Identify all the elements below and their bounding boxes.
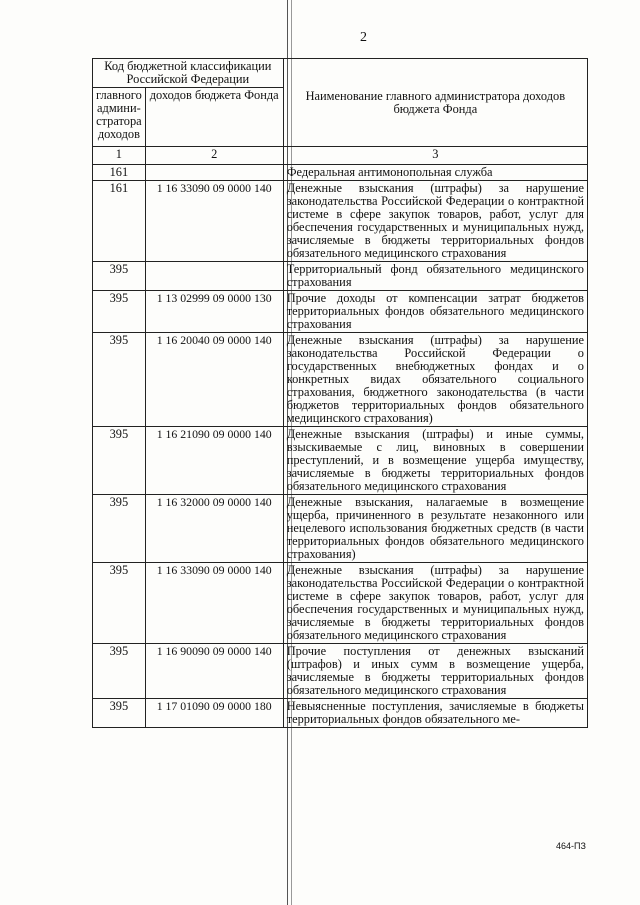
table-row [93,495,588,563]
header-admin-code: главного админи-стратора доходов [93,88,146,147]
admin-code-cell: 395 [93,495,146,563]
header-code-group: Код бюджетной классификации Российской Федерации [93,59,284,88]
admin-code-cell: 161 [93,165,146,181]
admin-code-cell: 395 [93,333,146,427]
admin-code-cell: 395 [93,291,146,333]
header-income-code: доходов бюджета Фонда [145,88,283,147]
income-name-cell: Прочие поступления от денежных взысканий (штрафов) и иных сумм в возмещение ущерба, зачисляемые в бюджеты территориальных фондов обязательного медицинского страхования [283,644,587,699]
income-name-cell: Прочие доходы от компенсации затрат бюджетов территориальных фондов обязательного медицинского страхования [283,291,587,333]
document-stamp: 464-ПЗ [556,841,586,851]
income-code-cell: 1 16 32000 09 0000 140 [145,495,283,563]
income-code-cell: 1 16 33090 09 0000 140 [145,563,283,644]
income-name-cell: Территориальный фонд обязательного медицинского страхования [283,262,587,291]
income-code-cell: 1 16 90090 09 0000 140 [145,644,283,699]
income-code-cell: 1 16 21090 09 0000 140 [145,427,283,495]
table-row [93,644,588,699]
table-row [93,699,588,728]
table-row [93,427,588,495]
income-code-cell [145,165,283,181]
table-row [93,262,588,291]
page-number: 2 [360,30,367,45]
income-name-cell: Денежные взыскания (штрафы) за нарушение законодательства Российской Федерации о контрактной системе в сфере закупок товаров, работ, услуг для обеспечения государственных и муниципальных нужд, зачисляемые в бюджеты территориальных фондов обязательного медицинского страхования [283,181,587,262]
income-code-cell: 1 16 33090 09 0000 140 [145,181,283,262]
header-admin-name: Наименование главного администратора доходов бюджета Фонда [283,59,587,147]
admin-code-cell: 395 [93,427,146,495]
income-name-cell: Денежные взыскания (штрафы) за нарушение законодательства Российской Федерации о государственных внебюджетных фондах и о конкретных видах обязательного социального страхования, бюджетного законодательства (в части бюджетов территориальных фондов обязательного медицинского страхования) [283,333,587,427]
table-row [93,291,588,333]
column-index: 2 [145,147,283,165]
income-code-cell [145,262,283,291]
income-code-cell: 1 17 01090 09 0000 180 [145,699,283,728]
income-name-cell: Денежные взыскания (штрафы) за нарушение законодательства Российской Федерации о контрактной системе в сфере закупок товаров, работ, услуг для обеспечения государственных и муниципальных нужд, зачисляемые в бюджеты территориальных фондов обязательного медицинского страхования [283,563,587,644]
column-index: 1 [93,147,146,165]
budget-classification-table [92,58,588,728]
table-row [93,165,588,181]
income-name-cell: Денежные взыскания, налагаемые в возмещение ущерба, причиненного в результате незаконного или нецелевого использования бюджетных средств (в части территориальных фондов обязательного медицинского страхования) [283,495,587,563]
income-code-cell: 1 13 02999 09 0000 130 [145,291,283,333]
admin-code-cell: 395 [93,563,146,644]
income-code-cell: 1 16 20040 09 0000 140 [145,333,283,427]
table-row [93,333,588,427]
income-name-cell: Невыясненные поступления, зачисляемые в бюджеты территориальных фондов обязательного ме- [283,699,587,728]
admin-code-cell: 395 [93,644,146,699]
admin-code-cell: 161 [93,181,146,262]
income-name-cell: Денежные взыскания (штрафы) и иные суммы, взыскиваемые с лиц, виновных в совершении преступлений, и в возмещение ущерба имуществу, зачисляемые в бюджеты территориальных фондов обязательного медицинского страхования [283,427,587,495]
column-index: 3 [283,147,587,165]
admin-code-cell: 395 [93,699,146,728]
table-row [93,181,588,262]
table-row [93,563,588,644]
income-name-cell: Федеральная антимонопольная служба [283,165,587,181]
admin-code-cell: 395 [93,262,146,291]
column-index-row [93,147,588,165]
